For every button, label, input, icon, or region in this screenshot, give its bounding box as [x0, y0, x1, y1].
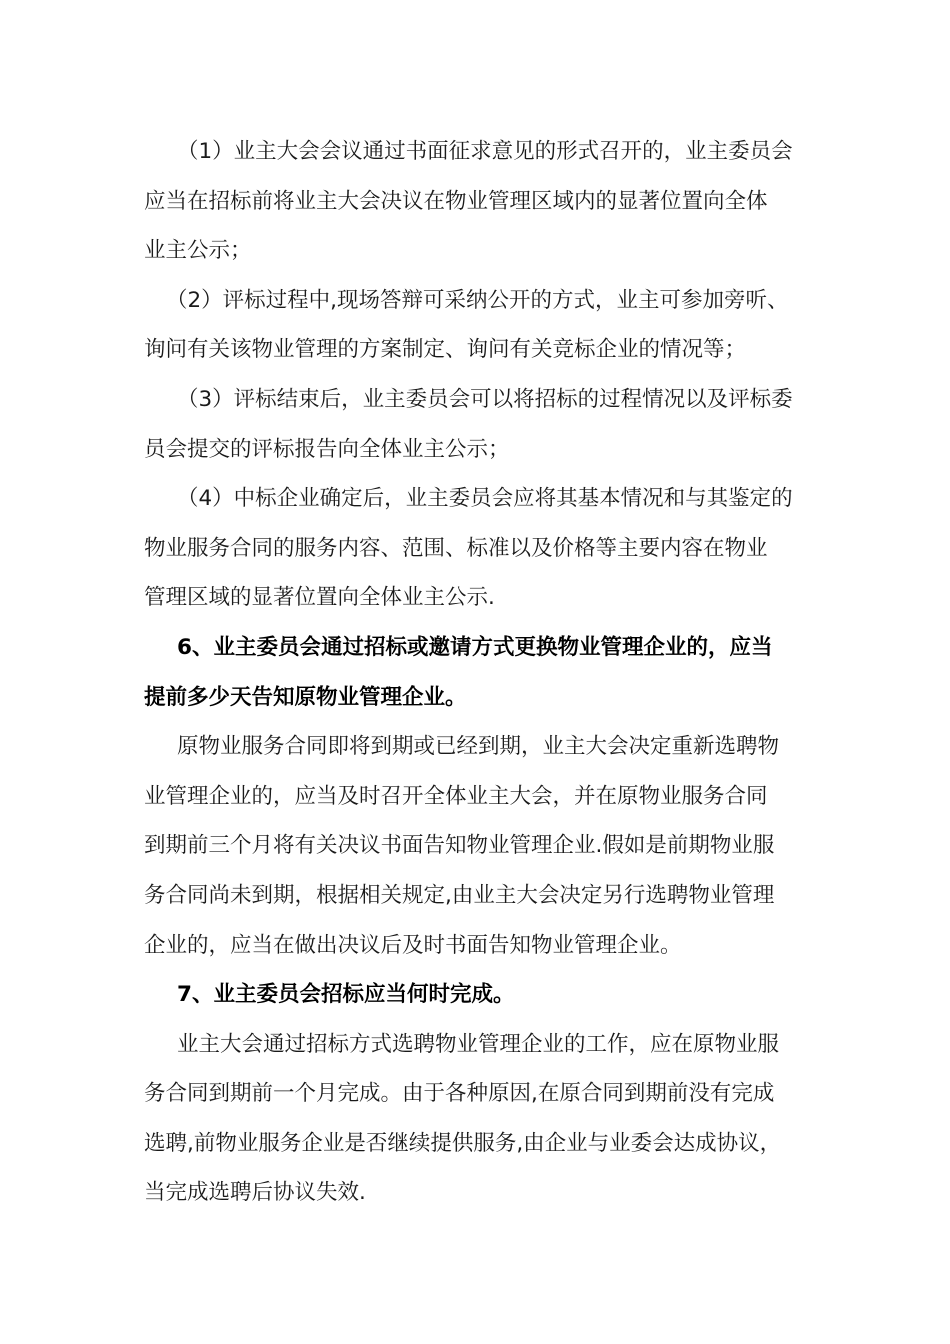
paragraph-line: 选聘,前物业服务企业是否继续提供服务,由企业与业委会达成协议， — [144, 1130, 782, 1156]
paragraph-line: 业主大会通过招标方式选聘物业管理企业的工作，应在原物业服 — [177, 1031, 780, 1057]
paragraph-line: 企业的，应当在做出决议后及时书面告知物业管理企业。 — [144, 932, 682, 958]
paragraph-1 — [144, 127, 806, 276]
heading-line: 7、业主委员会招标应当何时完成。 — [177, 982, 515, 1008]
question-heading-7 — [144, 970, 806, 1020]
paragraph-4 — [144, 474, 806, 623]
heading-line: 提前多少天告知原物业管理企业。 — [144, 684, 467, 710]
paragraph-line: 到期前三个月将有关决议书面告知物业管理企业.假如是前期物业服 — [144, 833, 775, 859]
paragraph-line: 应当在招标前将业主大会决议在物业管理区域内的显著位置向全体 — [144, 188, 768, 214]
question-heading-6 — [144, 623, 806, 722]
answer-paragraph-6 — [144, 722, 806, 970]
paragraph-line: 询问有关该物业管理的方案制定、询问有关竞标企业的情况等； — [144, 337, 747, 363]
paragraph-line: 原物业服务合同即将到期或已经到期，业主大会决定重新选聘物 — [177, 734, 780, 760]
paragraph-line: 务合同到期前一个月完成。由于各种原因,在原合同到期前没有完成 — [144, 1081, 775, 1107]
paragraph-2 — [144, 276, 806, 375]
paragraph-line: 务合同尚未到期，根据相关规定,由业主大会决定另行选聘物业管理 — [144, 882, 775, 908]
paragraph-line: 管理区域的显著位置向全体业主公示. — [144, 585, 495, 611]
paragraph-line: （3）评标结束后，业主委员会可以将招标的过程情况以及评标委 — [177, 386, 793, 412]
paragraph-line: 业管理企业的，应当及时召开全体业主大会，并在原物业服务合同 — [144, 783, 768, 809]
heading-line: 6、业主委员会通过招标或邀请方式更换物业管理企业的，应当 — [177, 634, 773, 660]
paragraph-line: （4）中标企业确定后，业主委员会应将其基本情况和与其鉴定的 — [177, 486, 793, 512]
answer-paragraph-7 — [144, 1020, 806, 1218]
paragraph-line: 当完成选聘后协议失效. — [144, 1180, 366, 1206]
paragraph-line: 员会提交的评标报告向全体业主公示； — [144, 436, 510, 462]
paragraph-line: （2）评标过程中,现场答辩可采纳公开的方式，业主可参加旁听、 — [166, 287, 789, 313]
paragraph-line: （1）业主大会会议通过书面征求意见的形式召开的，业主委员会 — [177, 139, 793, 164]
paragraph-line: 物业服务合同的服务内容、范围、标准以及价格等主要内容在物业 — [144, 535, 768, 561]
document-body — [144, 127, 806, 1218]
paragraph-3 — [144, 375, 806, 474]
paragraph-line: 业主公示； — [144, 238, 252, 264]
